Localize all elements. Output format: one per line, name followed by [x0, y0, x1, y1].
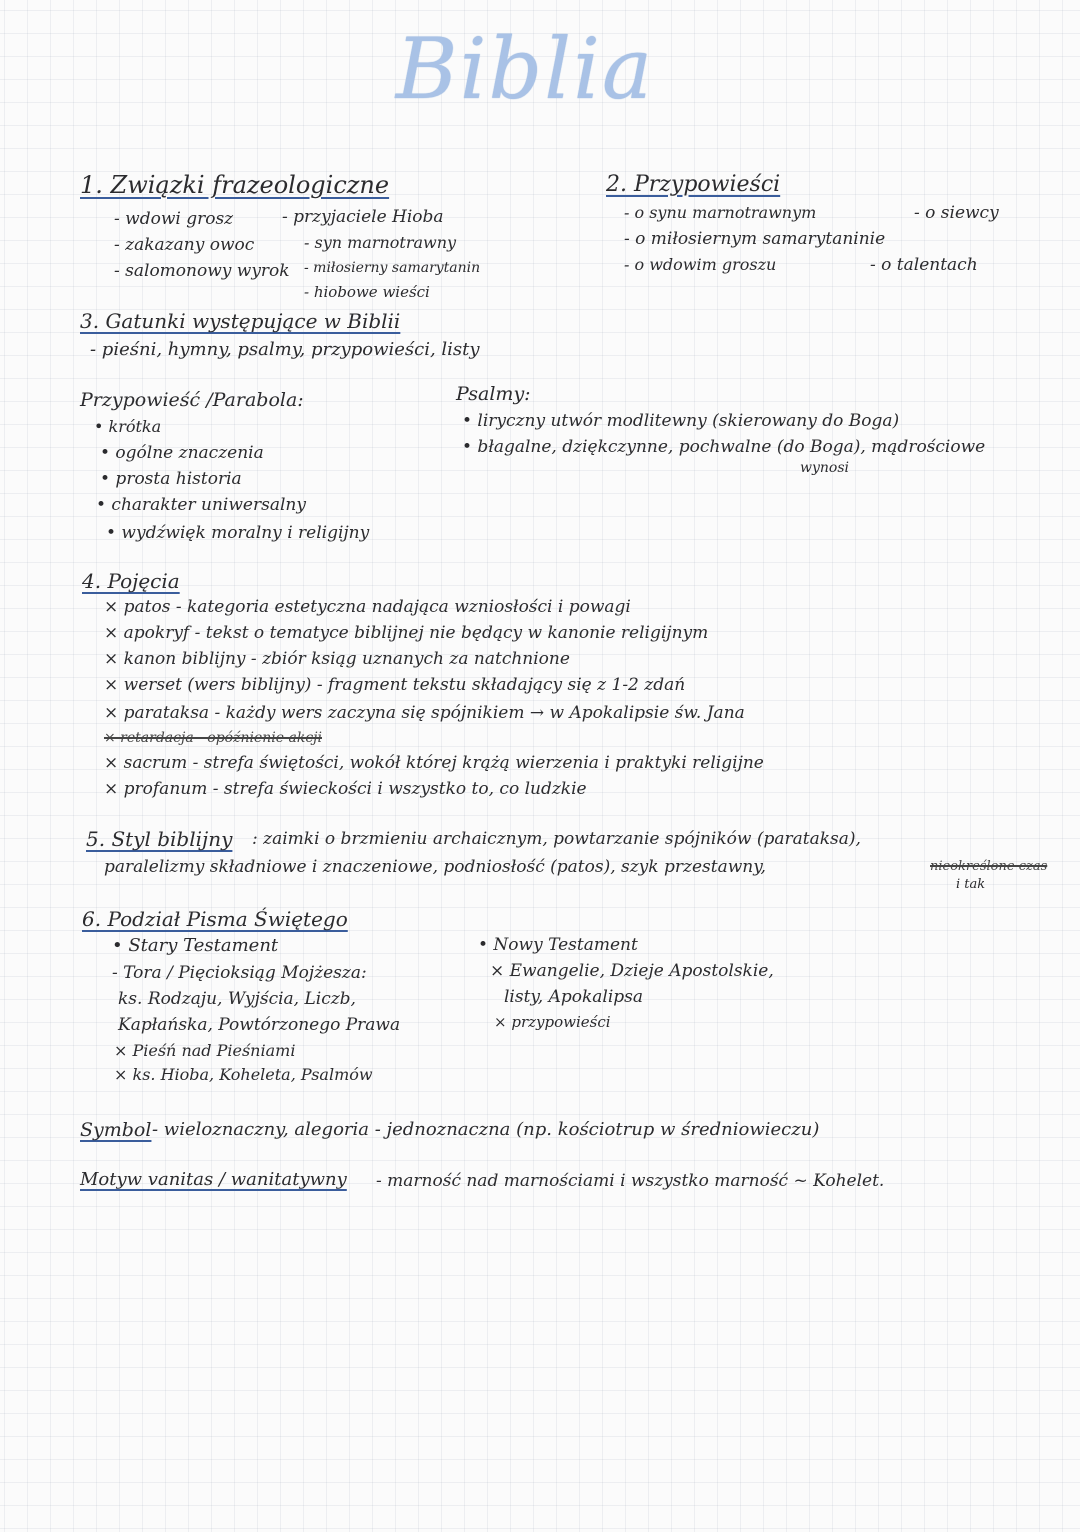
new-testament-item-3: × przypowieści [494, 1013, 611, 1031]
style-note: i tak [956, 877, 986, 892]
psalmy-note: wynosi [800, 460, 849, 476]
psalmy-heading: Psalmy: [456, 383, 531, 405]
parabola-item-4: • charakter uniwersalny [96, 495, 306, 515]
symbol-definition: - wieloznaczny, alegoria - jednoznaczna (np. kościotrup w średniowieczu) [152, 1119, 820, 1140]
psalmy-item-2: • błagalne, dziękczynne, pochwalne (do Boga), mądrościowe [462, 437, 986, 457]
term-kanon: × kanon biblijny - zbiór ksiąg uznanych za natchnione [104, 649, 570, 669]
parable-left-3: - o wdowim groszu [624, 255, 777, 274]
term-parataksa: × parataksa - każdy wers zaczyna się spójnikiem → w Apokalipsie św. Jana [104, 703, 745, 723]
idiom-right-3: - miłosierny samarytanin [304, 260, 481, 276]
idiom-right-2: - syn marnotrawny [304, 233, 457, 252]
parable-left-2: - o miłosiernym samarytaninie [624, 229, 886, 249]
symbol-term: Symbol [80, 1119, 152, 1141]
vanitas-term: Motyw vanitas / wanitatywny [80, 1169, 347, 1190]
parable-right-1: - o siewcy [914, 203, 999, 223]
parable-right-2: - o talentach [870, 255, 978, 275]
parabola-item-3: • prosta historia [100, 469, 242, 489]
term-sacrum: × sacrum - strefa świętości, wokół której krążą wierzenia i praktyki religijne [104, 753, 764, 773]
idiom-left-3: - salomonowy wyrok [114, 261, 290, 281]
parabola-item-2: • ogólne znaczenia [100, 443, 264, 463]
style-crossed-out: nieokreślone czas [930, 859, 1048, 874]
idiom-right-1: - przyjaciele Hioba [282, 207, 444, 227]
style-line-2: paralelizmy składniowe i znaczeniowe, podniosłość (patos), szyk przestawny, [104, 857, 766, 877]
term-werset: × werset (wers biblijny) - fragment tekstu składający się z 1-2 zdań [104, 675, 686, 695]
parabola-item-5: • wydźwięk moralny i religijny [106, 523, 370, 543]
section-5-heading: 5. Styl biblijny [86, 827, 233, 851]
new-testament-heading: • Nowy Testament [478, 935, 638, 955]
term-profanum: × profanum - strefa świeckości i wszystko to, co ludzkie [104, 779, 587, 799]
section-1-heading: 1. Związki frazeologiczne [80, 171, 390, 199]
old-testament-item-4: × Pieśń nad Pieśniami [114, 1041, 296, 1060]
parabola-item-1: • krótka [94, 417, 162, 436]
old-testament-item-3: Kapłańska, Powtórzonego Prawa [118, 1015, 401, 1035]
old-testament-heading: • Stary Testament [112, 935, 279, 956]
section-2-heading: 2. Przypowieści [606, 172, 781, 197]
genres-list: - pieśni, hymny, psalmy, przypowieści, listy [90, 339, 480, 360]
section-3-heading: 3. Gatunki występujące w Biblii [80, 309, 401, 333]
section-6-heading: 6. Podział Pisma Świętego [82, 907, 348, 931]
old-testament-item-5: × ks. Hioba, Koheleta, Psalmów [114, 1065, 373, 1084]
psalmy-item-1: • liryczny utwór modlitewny (skierowany do Boga) [462, 411, 900, 431]
new-testament-item-1: × Ewangelie, Dzieje Apostolskie, [490, 961, 774, 981]
term-apokryf: × apokryf - tekst o tematyce biblijnej nie będący w kanonie religijnym [104, 623, 709, 643]
parable-left-1: - o synu marnotrawnym [624, 203, 817, 222]
style-line-1: : zaimki o brzmieniu archaicznym, powtarzanie spójników (parataksa), [252, 829, 861, 849]
term-patos: × patos - kategoria estetyczna nadająca wzniosłości i powagi [104, 597, 631, 617]
old-testament-item-2: ks. Rodzaju, Wyjścia, Liczb, [118, 989, 356, 1009]
vanitas-definition: - marność nad marnościami i wszystko marność ~ Kohelet. [376, 1171, 885, 1191]
idiom-left-2: - zakazany owoc [114, 235, 255, 255]
new-testament-item-2: listy, Apokalipsa [504, 987, 644, 1007]
section-4-heading: 4. Pojęcia [82, 569, 180, 593]
idiom-right-4: - hiobowe wieści [304, 283, 430, 301]
old-testament-item-1: - Tora / Pięcioksiąg Mojżesza: [112, 963, 367, 983]
idiom-left-1: - wdowi grosz [114, 209, 234, 229]
term-retardacja-crossed: × retardacja - opóźnienie akcji [104, 730, 322, 746]
page-title: Biblia [395, 20, 655, 118]
parabola-heading: Przypowieść /Parabola: [80, 389, 304, 411]
